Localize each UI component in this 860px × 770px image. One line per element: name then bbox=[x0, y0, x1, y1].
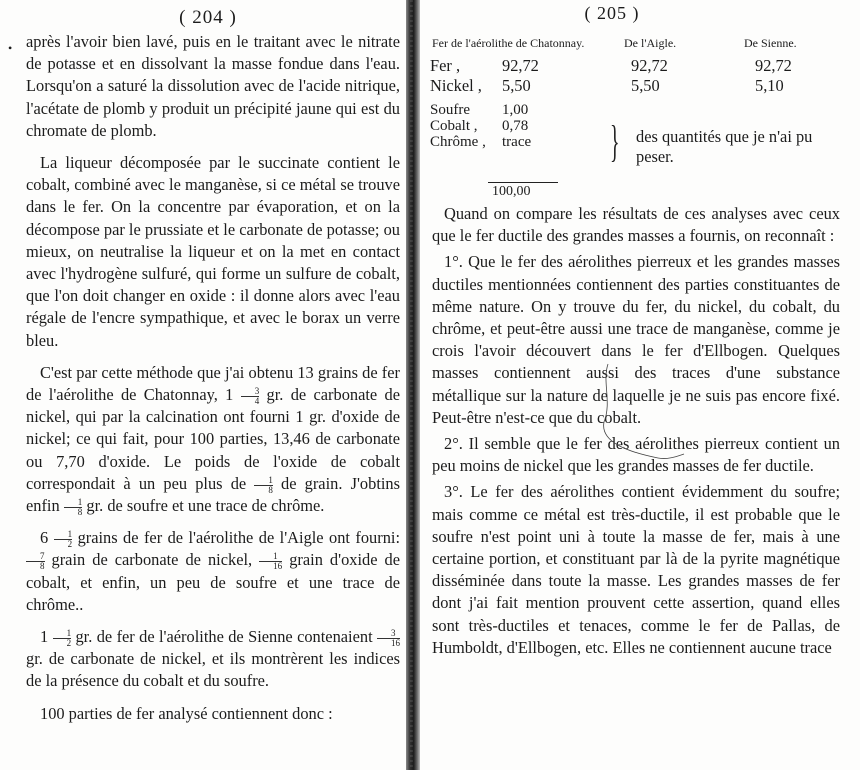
page-number-right: ( 205 ) bbox=[584, 3, 640, 23]
margin-mark: • bbox=[8, 41, 13, 55]
paragraph: C'est par cette méthode que j'ai obtenu 13 grains de fer de l'aérolithe de Chatonnay, 1 $\frac{3}{4}$ gr. de carbonate de nickel, qui par la calcination ont fourni 1 gr. d'oxide de nickel; ce qui fait, pour 100 parties, 13,46 de carbonate ou 7,70 d'oxide. Le poids de l'oxide de cobalt correspondait à un peu plus de $\frac{1}{8}$ de grain. J'obtins enfin $\frac{1}{8}$ gr. de soufre et une trace de chrôme. bbox=[26, 362, 400, 517]
fraction-denominator: 4 bbox=[254, 395, 260, 406]
fraction bbox=[377, 629, 400, 648]
column-header: De Sienne. bbox=[744, 36, 797, 50]
row-label: Soufre bbox=[430, 102, 470, 118]
table-cell: trace bbox=[502, 134, 532, 150]
paragraph: 1°. Que le fer des aérolithes pierreux et les grandes masses ductiles mentionnées contiennent des parties constituantes de même nature. On y trouve du fer, du nickel, du cobalt, du chrôme, et peut-être aussi une trace de manganèse, comme je crois l'avoir découvert dans le fer d'Ellbogen. Quelques masses contiennent aussi des traces d'une substance métallique sur la nature de laquelle je ne suis pas encore fixé. Peut-être n'est-ce que du cobalt. bbox=[432, 252, 840, 427]
row-label: Fer , bbox=[430, 56, 461, 75]
row-label: Chrôme , bbox=[430, 134, 486, 150]
fraction bbox=[53, 629, 72, 648]
fraction-numerator: 3 bbox=[377, 629, 400, 639]
table-row bbox=[428, 56, 840, 76]
paragraph: 6 $\frac{1}{2}$ grains de fer de l'aérolithe de l'Aigle ont fourni: $\frac{7}{8}$ grain de carbonate de nickel, $\frac{1}{16}$ grain d'oxide de cobalt, et enfin, un peu de soufre et une trace de chrôme.. bbox=[26, 528, 401, 614]
column-header: Fer de l'aérolithe de Chatonnay. bbox=[432, 36, 585, 50]
table-cell: 5,50 bbox=[502, 76, 531, 95]
table-row bbox=[428, 76, 840, 96]
paragraph: La liqueur décomposée par le succinate contient le cobalt, combiné avec le manganèse, si ce métal se trouve dans le fer. On la concentre par évaporation, et on la décompose par le prussiate et le carbonate de potasse; ou mieux, on neutralise la liqueur et on la met en contact avec l'hydrogène sulfuré, qui forme un sulfure de cobalt, que l'on doit changer en oxide : il donne alors avec l'eau régale de l'encre sympathique, et avec le borax un verre bleu. bbox=[26, 153, 400, 350]
fraction bbox=[64, 498, 83, 517]
right-page bbox=[420, 0, 860, 770]
fraction-denominator: 8 bbox=[268, 484, 273, 495]
table-cell: 92,72 bbox=[755, 56, 792, 75]
paragraph: après l'avoir bien lavé, puis en le traitant avec le nitrate de potasse et en dissolvant la masse fondue dans l'eau. Lorsqu'on a saturé la dissolution avec de l'acide nitrique, l'acétate de plomb y produit un précipité jaune qui est du chromate de plomb. bbox=[26, 32, 400, 140]
table-cell: 92,72 bbox=[502, 56, 539, 75]
fraction-numerator: 1 bbox=[259, 552, 282, 562]
column-header: De l'Aigle. bbox=[624, 36, 677, 50]
table-cell: 1,00 bbox=[502, 102, 529, 118]
fraction-numerator: 3 bbox=[241, 387, 260, 397]
paragraph: 3°. Le fer des aérolithes contient évidemment du soufre; mais comme ce métal est très-ductile, il est probable que le soufre n'est point uni à toute la masse de fer, mais à une certaine portion, et constituant par là de la pyrite magnétique disséminée dans toute la masse. Les grandes masses de fer dont j'ai fait mention prouvent cette assertion, quand elles sont très-ductiles et tenaces, comme le fer de Pallas, de Humboldt, d'Ellbogen, etc. Elles ne contiennent aucune trace bbox=[432, 482, 840, 657]
paragraph: Quand on compare les résultats de ces analyses avec ceux que le fer ductile des grandes masses a fournis, on reconnaît : bbox=[432, 204, 840, 246]
fraction-denominator: 16 bbox=[391, 637, 401, 648]
fraction bbox=[54, 530, 73, 549]
fraction-numerator: 1 bbox=[64, 498, 83, 508]
page-number-left: ( 204 ) bbox=[179, 7, 237, 28]
table-cell: 5,10 bbox=[755, 76, 784, 95]
analysis-table bbox=[424, 32, 840, 199]
table-total: 100,00 bbox=[492, 184, 531, 199]
paragraph: 100 parties de fer analysé contiennent donc : bbox=[40, 703, 333, 723]
paragraph: 2°. Il semble que le fer des aérolithes pierreux contient un peu moins de nickel que les grandes masses de fer ductile. bbox=[432, 434, 840, 476]
table-row bbox=[428, 102, 840, 118]
row-label: Cobalt , bbox=[430, 118, 478, 134]
fraction-numerator: 7 bbox=[26, 552, 45, 562]
fraction bbox=[241, 387, 260, 406]
fraction-numerator: 1 bbox=[54, 530, 73, 540]
fraction-denominator: 16 bbox=[273, 561, 283, 572]
table-cell: 92,72 bbox=[631, 56, 668, 75]
left-page bbox=[0, 0, 406, 770]
table-cell: 0,78 bbox=[502, 118, 529, 134]
fraction-denominator: 2 bbox=[66, 637, 72, 648]
fraction bbox=[259, 552, 282, 571]
row-label: Nickel , bbox=[430, 76, 482, 95]
fraction-denominator: 8 bbox=[40, 561, 45, 572]
book-gutter bbox=[406, 0, 420, 770]
fraction-numerator: 1 bbox=[53, 629, 72, 639]
fraction bbox=[26, 552, 45, 571]
fraction-denominator: 2 bbox=[67, 539, 73, 549]
brace-note: des quantités que je n'ai pu peser. bbox=[636, 127, 813, 166]
brace-icon: } bbox=[610, 117, 620, 166]
fraction bbox=[254, 476, 273, 495]
paragraph: 1 $\frac{1}{2}$ gr. de fer de l'aérolithe de Sienne contenaient $\frac{3}{16}$ gr. de carbonate de nickel, et ils montrèrent les indices de la présence du cobalt et du soufre. bbox=[26, 627, 401, 691]
table-header bbox=[428, 32, 840, 56]
sum-rule bbox=[488, 182, 558, 183]
table-cell: 5,50 bbox=[631, 76, 660, 95]
fraction-numerator: 1 bbox=[254, 476, 273, 486]
fraction-denominator: 8 bbox=[77, 506, 83, 517]
